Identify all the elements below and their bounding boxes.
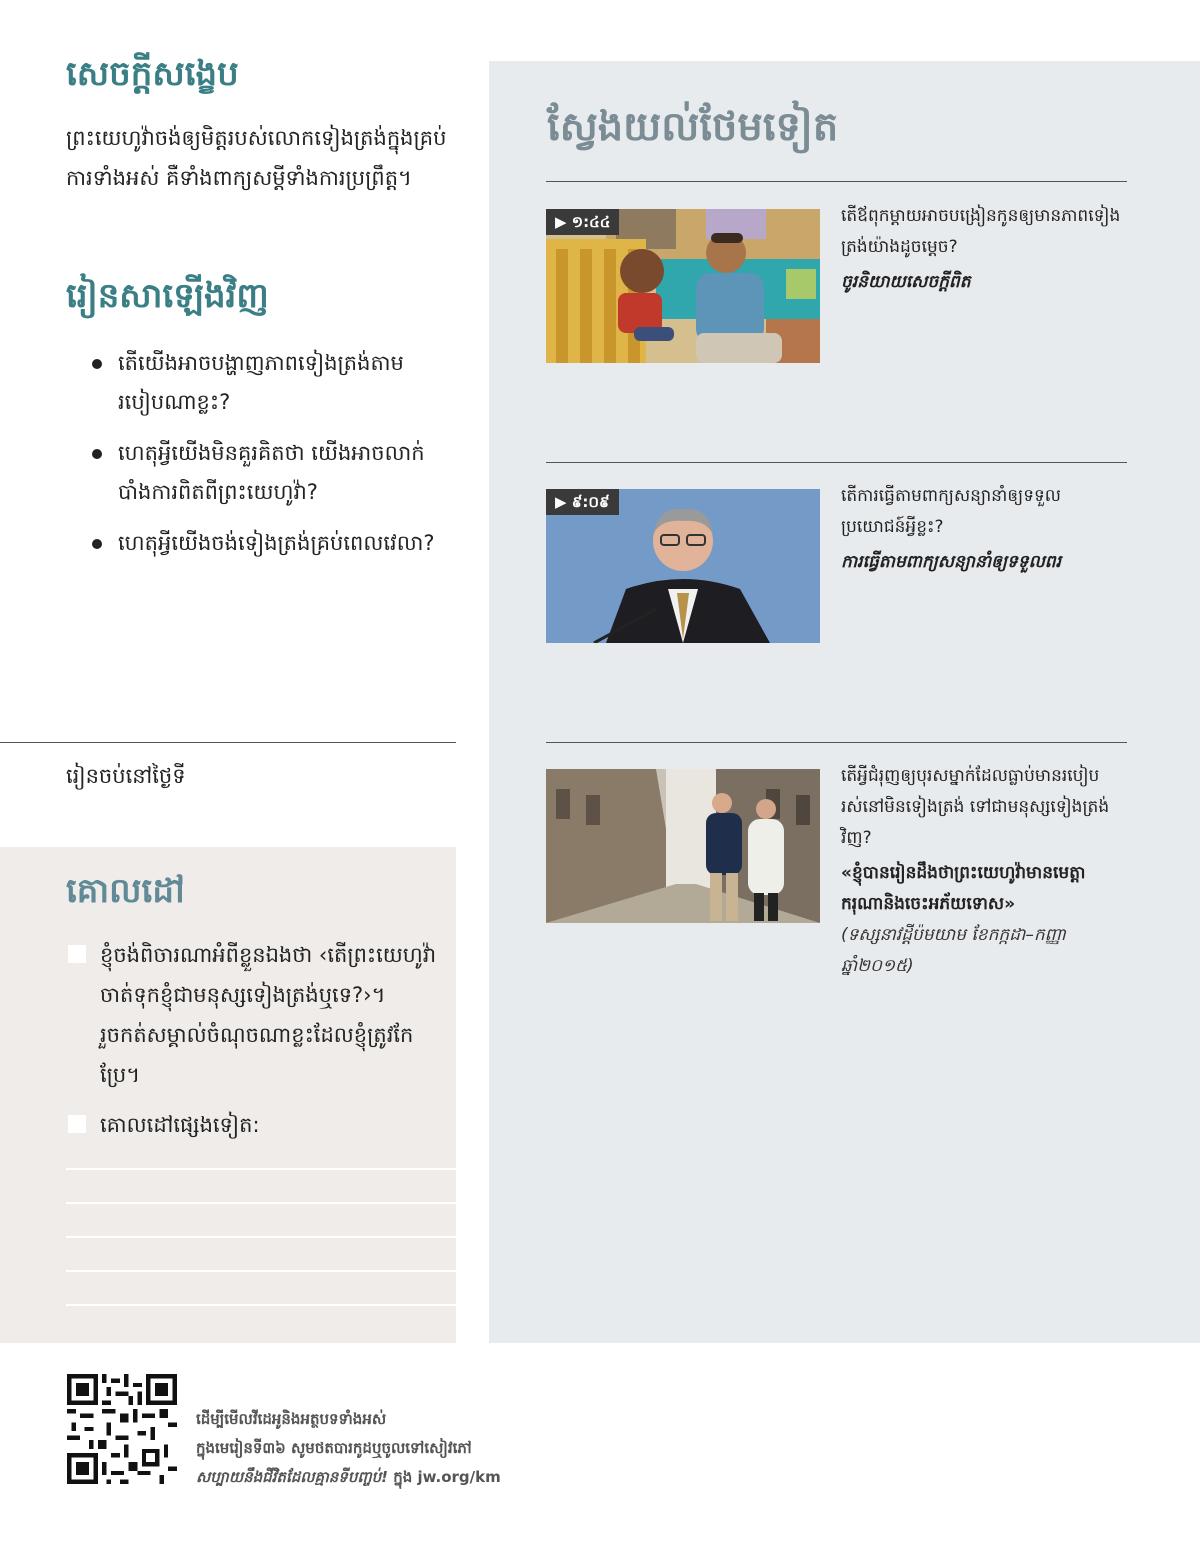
video-thumbnail-promises[interactable] (546, 489, 820, 643)
learn-more-panel (489, 61, 1200, 1343)
review-question-list (90, 344, 436, 575)
write-line[interactable] (66, 1236, 456, 1238)
finished-date-label: រៀនចប់នៅថ្ងៃទី (66, 764, 186, 788)
footer-book-title: សប្បាយនឹងជីវិតដែលគ្មានទីបញ្ចប់! (196, 1468, 388, 1486)
footer-line (196, 1463, 616, 1492)
goal-item (68, 935, 438, 1095)
write-line[interactable] (66, 1168, 456, 1170)
summary-text: ព្រះយេហូវ៉ាចង់ឲ្យមិត្តរបស់លោកទៀងត្រង់ក្នុងគ្រប់ការទាំងអស់ គឺទាំងពាក្យសម្ដីទាំងការប្រព្រឹត្ត។ (66, 126, 447, 190)
article-question: តើអ្វីជំរុញឲ្យបុរសម្នាក់ដែលធ្លាប់មានរបៀបរស់នៅមិនទៀងត្រង់ ទៅជាមនុស្សទៀងត្រង់វិញ? (841, 766, 1110, 848)
article-source: (ទស្សនាវដ្ដីប៉មយាម ខែកក្កដា–កញ្ញា ឆ្នាំ២០១៥) (841, 925, 1066, 976)
goal-text: ខ្ញុំចង់ពិចារណាអំពីខ្លួនឯងថា ‹តើព្រះយេហូវ៉ាចាត់ទុកខ្ញុំជាមនុស្សទៀងត្រង់ឬទេ?›។ រួចកត់សម្គាល់ចំណុចណាខ្លះដែលខ្ញុំត្រូវកែប្រែ។ (100, 943, 437, 1087)
footer-site-link[interactable]: ក្នុង jw.org/km (388, 1468, 501, 1486)
video-link-title[interactable]: ការធ្វើតាមពាក្យសន្យានាំឲ្យទទួលពរ (841, 552, 1061, 572)
review-question: តើយើងអាចបង្ហាញភាពទៀងត្រង់តាមរបៀបណាខ្លះ? (90, 344, 436, 422)
review-question: ហេតុអ្វីយើងចង់ទៀងត្រង់គ្រប់ពេលវេលា? (90, 524, 436, 563)
write-line[interactable] (66, 1270, 456, 1272)
summary-title: សេចក្ដីសង្ខេប (66, 54, 239, 94)
section-divider (546, 181, 1127, 182)
review-question: ហេតុអ្វីយើងមិនគួរគិតថា យើងអាចលាក់បាំងការពិតពីព្រះយេហូវ៉ា? (90, 434, 436, 512)
goal-item (68, 1105, 438, 1145)
goal-checkbox[interactable] (68, 1115, 86, 1133)
section-divider (546, 742, 1127, 743)
video-duration-badge: ▶ ១:៤៤ (546, 209, 619, 235)
video-link-title[interactable]: ចូរនិយាយសេចក្ដីពិត (841, 272, 971, 292)
write-line[interactable] (66, 1202, 456, 1204)
video-info (841, 201, 1123, 298)
review-title: រៀនសាឡើងវិញ (66, 276, 269, 316)
video-question: តើឪពុកម្ដាយអាចបង្រៀនកូនឲ្យមានភាពទៀងត្រង់យ៉ាងដូចម្ដេច? (841, 206, 1121, 257)
goal-panel (0, 847, 456, 1343)
video-question: តើការធ្វើតាមពាក្យសន្យានាំឲ្យទទួលប្រយោជន៍អ្វីខ្លះ? (841, 486, 1061, 537)
qr-code-icon[interactable] (67, 1374, 177, 1484)
footer-note (196, 1405, 616, 1492)
article-image-couple-walking[interactable] (546, 769, 820, 923)
goal-text: គោលដៅផ្សេងទៀត: (100, 1113, 260, 1137)
goal-title: គោលដៅ (66, 871, 185, 911)
footer-line: ក្នុងមេរៀនទី៣៦ សូមថតបារកូដឬចូលទៅសៀវភៅ (196, 1439, 472, 1457)
video-thumbnail-parent-child[interactable] (546, 209, 820, 363)
section-divider (0, 742, 456, 743)
video-duration-badge: ▶ ៩:០៩ (546, 489, 619, 515)
street-couple-image (546, 769, 820, 923)
learn-more-title: ស្វែងយល់ថែមទៀត (547, 104, 839, 150)
video-info (841, 481, 1123, 578)
footer-line: ដើម្បីមើលវីដេអូនិងអត្ថបទទាំងអស់ (196, 1410, 387, 1428)
article-info (841, 761, 1123, 982)
goal-checkbox[interactable] (68, 945, 86, 963)
write-line[interactable] (66, 1304, 456, 1306)
article-link-title[interactable]: «ខ្ញុំបានរៀនដឹងថាព្រះយេហូវ៉ាមានមេត្តាករុណានិងចេះអភ័យទោស» (841, 863, 1086, 914)
section-divider (546, 462, 1127, 463)
